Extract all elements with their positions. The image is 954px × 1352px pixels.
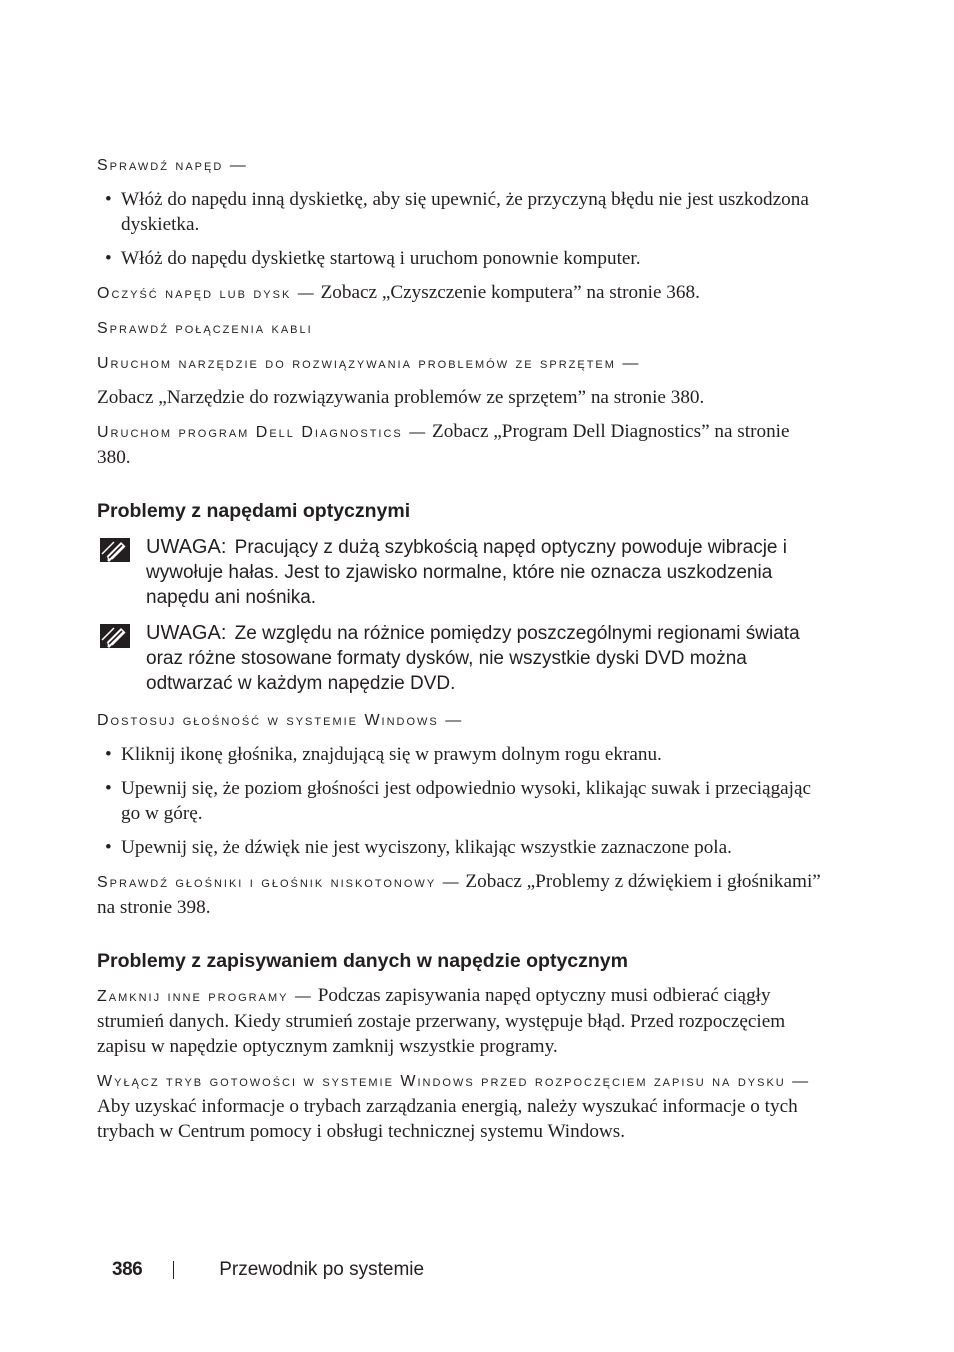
- bullet-icon: •: [105, 744, 112, 765]
- list-item: [97, 835, 827, 860]
- bullet-icon: •: [105, 248, 112, 269]
- note-pencil-icon: [100, 624, 130, 648]
- paragraph-check-speakers: [97, 869, 827, 920]
- heading-check-cables: [97, 315, 827, 341]
- heading-adjust-volume: [97, 707, 827, 733]
- bullet-list-check-drive: [97, 187, 827, 271]
- note-label: UWAGA:: [146, 622, 227, 644]
- list-item: [97, 776, 827, 826]
- bullet-icon: •: [105, 837, 112, 858]
- footer-divider: [173, 1261, 174, 1279]
- list-item-text: Upewnij się, że poziom głośności jest odpowiednio wysoki, klikając suwak i przeciągając go w górę.: [121, 778, 812, 824]
- run-in-heading: Dostosuj głośność w systemie Windows —: [97, 712, 464, 729]
- note-text: Ze względu na różnice pomiędzy poszczególnymi regionami świata oraz różne stosowane formaty dysków, nie wszystkie dyski DVD można odtwarzać w każdym napędzie DVD.: [146, 623, 800, 694]
- section-title-optical-drives: Problemy z napędami optycznymi: [97, 500, 411, 522]
- note-box: [97, 535, 827, 610]
- list-item: [97, 246, 827, 271]
- bullet-icon: •: [105, 189, 112, 210]
- run-in-heading: Uruchom program Dell Diagnostics —: [97, 424, 428, 441]
- paragraph-text: Zobacz „Czyszczenie komputera” na stronie 368.: [320, 282, 700, 303]
- run-in-heading: Uruchom narzędzie do rozwiązywania problemów ze sprzętem —: [97, 355, 641, 372]
- section-title-optical-writing: Problemy z zapisywaniem danych w napędzie optycznym: [97, 950, 628, 972]
- run-in-heading: Sprawdź napęd —: [97, 157, 248, 174]
- list-item: [97, 742, 827, 767]
- run-in-heading: Sprawdź głośniki i głośnik niskotonowy —: [97, 874, 461, 891]
- paragraph-clean-drive: [97, 280, 827, 306]
- list-item-text: Włóż do napędu inną dyskietkę, aby się upewnić, że przyczyną błędu nie jest uszkodzona dyskietka.: [121, 189, 809, 235]
- paragraph-text: Zobacz „Problemy z dźwiękiem i głośnikami” na stronie 398.: [97, 871, 821, 918]
- page-number: 386: [112, 1259, 143, 1280]
- run-in-heading: Zamknij inne programy —: [97, 988, 313, 1005]
- page-content: [97, 152, 827, 1144]
- run-in-heading: Wyłącz tryb gotowości w systemie Windows przed rozpoczęciem zapisu na dysku —: [97, 1073, 811, 1090]
- paragraph-hardware-troubleshooter: [97, 350, 827, 376]
- paragraph-text-block: [97, 385, 827, 410]
- note-text: Pracujący z dużą szybkością napęd optyczny powoduje wibracje i wywołuje hałas. Jest to zjawisko normalne, które nie oznacza uszkodzenia napędu ani nośnika.: [146, 537, 788, 608]
- paragraph-dell-diagnostics: [97, 419, 827, 470]
- paragraph-close-programs: [97, 983, 827, 1059]
- list-item: [97, 187, 827, 237]
- note-pencil-icon: [100, 538, 130, 562]
- paragraph-text: Podczas zapisywania napęd optyczny musi odbierać ciągły strumień danych. Kiedy strumień zostaje przerwany, występuje błąd. Przed rozpoczęciem zapisu w napędzie optycznym zamknij wszystkie programy.: [97, 985, 786, 1057]
- list-item-text: Upewnij się, że dźwięk nie jest wyciszony, klikając wszystkie zaznaczone pola.: [121, 837, 732, 858]
- bullet-list-volume: [97, 742, 827, 860]
- note-label: UWAGA:: [146, 536, 227, 558]
- page-footer: [112, 1257, 424, 1282]
- run-in-heading: Sprawdź połączenia kabli: [97, 320, 313, 337]
- paragraph-text: Zobacz „Narzędzie do rozwiązywania problemów ze sprzętem” na stronie 380.: [97, 387, 705, 408]
- paragraph-text: Zobacz „Program Dell Diagnostics” na stronie 380.: [97, 421, 790, 468]
- footer-title: Przewodnik po systemie: [219, 1259, 425, 1280]
- list-item-text: Włóż do napędu dyskietkę startową i uruchom ponownie komputer.: [121, 248, 641, 269]
- bullet-icon: •: [105, 778, 112, 799]
- note-box: [97, 621, 827, 696]
- paragraph-standby-mode: [97, 1068, 827, 1144]
- run-in-heading: Oczyść napęd lub dysk —: [97, 285, 316, 302]
- paragraph-text: Aby uzyskać informacje o trybach zarządzania energią, należy wyszukać informacje o tych trybach w Centrum pomocy i obsługi technicznej systemu Windows.: [97, 1096, 798, 1142]
- heading-check-drive: [97, 152, 827, 178]
- list-item-text: Kliknij ikonę głośnika, znajdującą się w prawym dolnym rogu ekranu.: [121, 744, 662, 765]
